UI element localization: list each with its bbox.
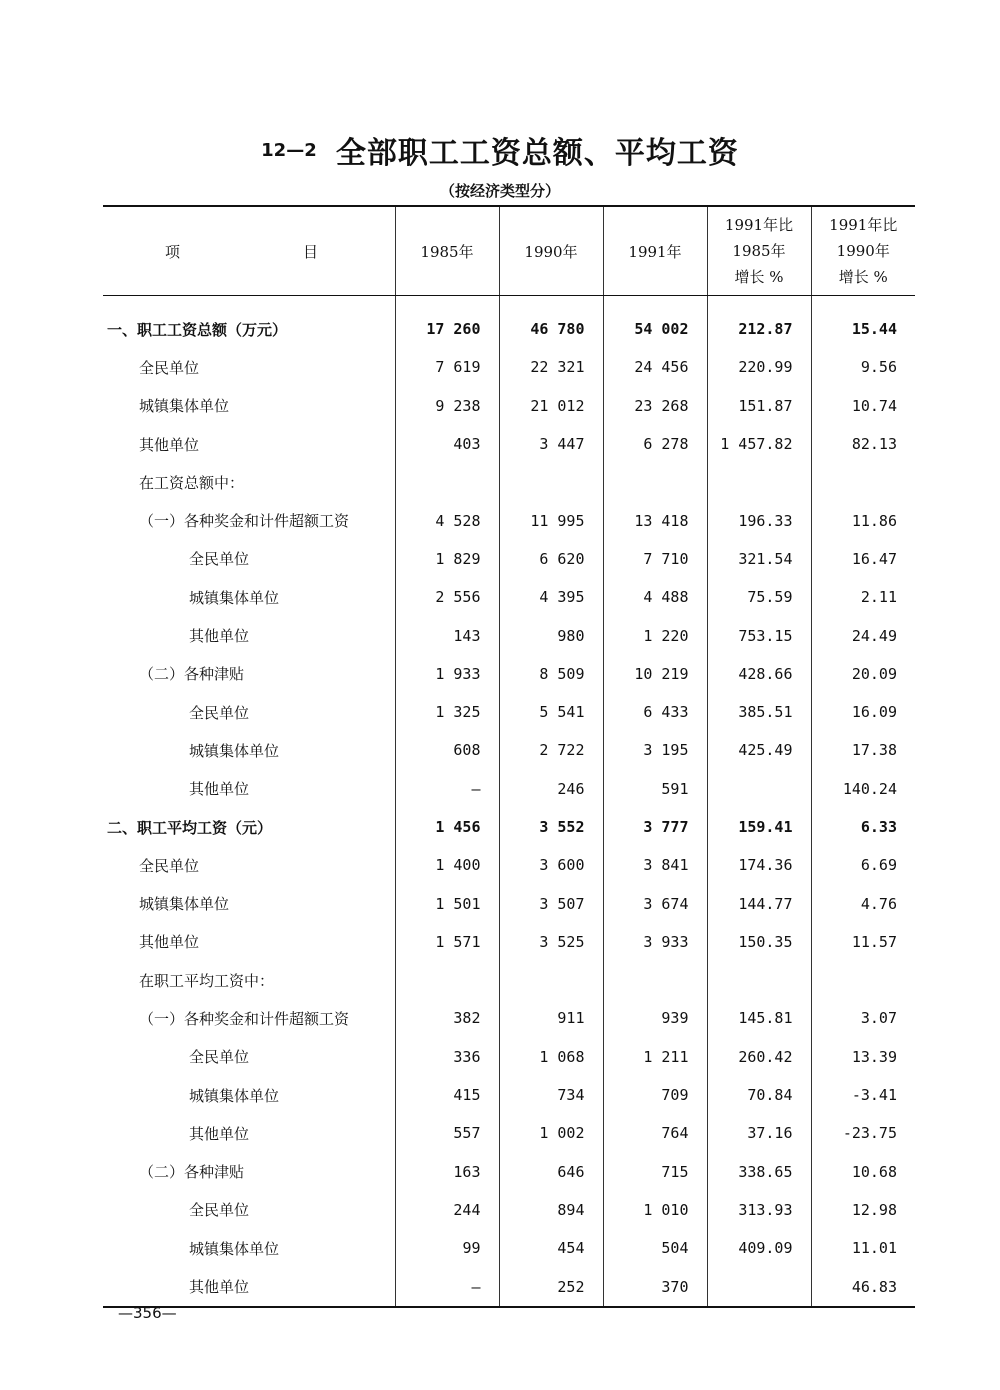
- cell-1990: 3 507: [499, 884, 603, 922]
- cell-growth-1990: [811, 463, 915, 501]
- cell-growth-1985: 753.15: [707, 616, 811, 654]
- row-label: （二）各种津贴: [139, 1163, 245, 1182]
- table-row: [103, 578, 915, 616]
- cell-growth-1990: 12.98: [811, 1191, 915, 1229]
- row-label: 城镇集体单位: [189, 588, 280, 607]
- cell-growth-1990: 11.57: [811, 923, 915, 961]
- cell-growth-1990: 82.13: [811, 425, 915, 463]
- row-label: 全民单位: [139, 358, 200, 377]
- cell-1985: 1 325: [395, 693, 499, 731]
- cell-growth-1990: 10.74: [811, 387, 915, 425]
- cell-growth-1990: [811, 961, 915, 999]
- cell-1990: 911: [499, 999, 603, 1037]
- cell-1990: 11 995: [499, 501, 603, 539]
- cell-growth-1990: 6.33: [811, 808, 915, 846]
- table-row: [103, 923, 915, 961]
- row-label: 城镇集体单位: [189, 1239, 280, 1258]
- cell-1990: 1 068: [499, 1038, 603, 1076]
- table-number: 12—2: [261, 139, 317, 161]
- cell-1985: [395, 463, 499, 501]
- cell-1985: 608: [395, 731, 499, 769]
- cell-1991: 4 488: [603, 578, 707, 616]
- cell-growth-1990: -3.41: [811, 1076, 915, 1114]
- table-row: [103, 463, 915, 501]
- table-row: [103, 655, 915, 693]
- table-row: [103, 540, 915, 578]
- cell-growth-1990: 16.09: [811, 693, 915, 731]
- cell-1990: [499, 961, 603, 999]
- cell-growth-1985: [707, 961, 811, 999]
- cell-growth-1990: 46.83: [811, 1267, 915, 1306]
- cell-growth-1985: 313.93: [707, 1191, 811, 1229]
- cell-1990: 646: [499, 1153, 603, 1191]
- cell-1990: 1 002: [499, 1114, 603, 1152]
- row-label: 全民单位: [139, 856, 200, 875]
- cell-1990: 5 541: [499, 693, 603, 731]
- cell-1985: 2 556: [395, 578, 499, 616]
- cell-1990: 4 395: [499, 578, 603, 616]
- table-row: [103, 693, 915, 731]
- cell-growth-1985: 409.09: [707, 1229, 811, 1267]
- cell-1991: 23 268: [603, 387, 707, 425]
- table-row: [103, 999, 915, 1037]
- table-row: [103, 348, 915, 386]
- cell-growth-1985: 159.41: [707, 808, 811, 846]
- cell-1985: 244: [395, 1191, 499, 1229]
- cell-growth-1985: 220.99: [707, 348, 811, 386]
- cell-1985: 1 571: [395, 923, 499, 961]
- page-number: —356—: [118, 1304, 177, 1322]
- cell-growth-1985: 196.33: [707, 501, 811, 539]
- cell-growth-1985: [707, 770, 811, 808]
- cell-1990: 454: [499, 1229, 603, 1267]
- cell-1991: 764: [603, 1114, 707, 1152]
- cell-1991: 54 002: [603, 296, 707, 349]
- table-row: [103, 808, 915, 846]
- cell-growth-1985: 212.87: [707, 296, 811, 349]
- cell-1985: 336: [395, 1038, 499, 1076]
- table-row: [103, 961, 915, 999]
- table-body: [103, 296, 915, 1307]
- cell-1991: 3 195: [603, 731, 707, 769]
- cell-1990: 2 722: [499, 731, 603, 769]
- cell-1990: 894: [499, 1191, 603, 1229]
- table-row: [103, 846, 915, 884]
- cell-growth-1985: 70.84: [707, 1076, 811, 1114]
- cell-1991: 3 841: [603, 846, 707, 884]
- cell-1990: 22 321: [499, 348, 603, 386]
- row-label: 城镇集体单位: [189, 741, 280, 760]
- cell-growth-1990: 20.09: [811, 655, 915, 693]
- row-label: 城镇集体单位: [139, 895, 230, 914]
- row-label: （一）各种奖金和计件超额工资: [139, 512, 350, 531]
- cell-growth-1985: 321.54: [707, 540, 811, 578]
- table-subtitle: （按经济类型分）: [439, 182, 560, 200]
- cell-1991: 6 433: [603, 693, 707, 731]
- cell-growth-1985: 37.16: [707, 1114, 811, 1152]
- cell-1991: 939: [603, 999, 707, 1037]
- cell-1985: 4 528: [395, 501, 499, 539]
- cell-1991: 3 777: [603, 808, 707, 846]
- cell-1991: 7 710: [603, 540, 707, 578]
- cell-1985: 415: [395, 1076, 499, 1114]
- cell-growth-1985: [707, 1267, 811, 1306]
- cell-1985: 99: [395, 1229, 499, 1267]
- row-label: 其他单位: [139, 933, 200, 952]
- cell-growth-1990: 9.56: [811, 348, 915, 386]
- cell-1991: 591: [603, 770, 707, 808]
- cell-growth-1985: [707, 463, 811, 501]
- header-growth1-line1: 1991年比: [724, 216, 794, 234]
- cell-growth-1990: 10.68: [811, 1153, 915, 1191]
- cell-growth-1985: 75.59: [707, 578, 811, 616]
- cell-growth-1990: 15.44: [811, 296, 915, 349]
- table-row: [103, 296, 915, 349]
- cell-1990: 3 600: [499, 846, 603, 884]
- row-label: 二、职工平均工资（元）: [107, 818, 273, 837]
- cell-1990: 3 447: [499, 425, 603, 463]
- cell-1991: 3 933: [603, 923, 707, 961]
- cell-growth-1985: 174.36: [707, 846, 811, 884]
- cell-growth-1990: 16.47: [811, 540, 915, 578]
- cell-growth-1985: 144.77: [707, 884, 811, 922]
- cell-1991: 370: [603, 1267, 707, 1306]
- row-label: 城镇集体单位: [139, 397, 230, 416]
- cell-1990: 6 620: [499, 540, 603, 578]
- header-growth1-line3: 增长 %: [734, 268, 784, 286]
- table-row: [103, 387, 915, 425]
- cell-1985: 1 829: [395, 540, 499, 578]
- table-row: [103, 425, 915, 463]
- cell-1985: [395, 961, 499, 999]
- cell-1991: 13 418: [603, 501, 707, 539]
- row-label: 全民单位: [189, 550, 250, 569]
- cell-1985: 163: [395, 1153, 499, 1191]
- cell-1991: 1 220: [603, 616, 707, 654]
- table-row: [103, 501, 915, 539]
- cell-growth-1985: 151.87: [707, 387, 811, 425]
- header-item: [103, 206, 395, 296]
- page-title: [0, 128, 1000, 172]
- cell-growth-1990: 11.01: [811, 1229, 915, 1267]
- cell-1991: 10 219: [603, 655, 707, 693]
- table-row: [103, 770, 915, 808]
- cell-1985: 382: [395, 999, 499, 1037]
- header-1985: 1985年: [395, 206, 499, 296]
- cell-growth-1985: 425.49: [707, 731, 811, 769]
- table-row: [103, 731, 915, 769]
- table-title: 全部职工工资总额、平均工资: [335, 136, 739, 171]
- wage-table: [103, 205, 915, 1308]
- row-label: 在工资总额中：: [139, 473, 245, 492]
- table-row: [103, 1114, 915, 1152]
- cell-1985: 403: [395, 425, 499, 463]
- cell-1990: 246: [499, 770, 603, 808]
- row-label: 在职工平均工资中：: [139, 971, 275, 990]
- table-row: [103, 1153, 915, 1191]
- table-row: [103, 1076, 915, 1114]
- cell-1985: 1 501: [395, 884, 499, 922]
- cell-1985: 1 400: [395, 846, 499, 884]
- cell-1991: 3 674: [603, 884, 707, 922]
- table-row: [103, 616, 915, 654]
- row-label: 其他单位: [103, 1267, 395, 1306]
- row-label: 全民单位: [189, 703, 250, 722]
- table-row: [103, 884, 915, 922]
- cell-1991: [603, 463, 707, 501]
- header-growth1-line2: 1985年: [732, 242, 786, 260]
- cell-growth-1985: 338.65: [707, 1153, 811, 1191]
- header-growth-vs-1985: [707, 206, 811, 296]
- table-row: [103, 1191, 915, 1229]
- cell-1985: 7 619: [395, 348, 499, 386]
- row-label: 全民单位: [189, 1201, 250, 1220]
- cell-growth-1990: 11.86: [811, 501, 915, 539]
- cell-1991: 6 278: [603, 425, 707, 463]
- cell-growth-1990: -23.75: [811, 1114, 915, 1152]
- row-label: 其他单位: [189, 1124, 250, 1143]
- header-growth2-line3: 增长 %: [838, 268, 888, 286]
- header-row: [103, 206, 915, 296]
- table-row: [103, 1038, 915, 1076]
- cell-1990: 980: [499, 616, 603, 654]
- row-label: 其他单位: [139, 435, 200, 454]
- cell-growth-1985: 385.51: [707, 693, 811, 731]
- cell-1985: —: [395, 1267, 499, 1306]
- cell-1991: 1 211: [603, 1038, 707, 1076]
- cell-growth-1985: 150.35: [707, 923, 811, 961]
- row-label: （一）各种奖金和计件超额工资: [139, 1009, 350, 1028]
- cell-1991: 24 456: [603, 348, 707, 386]
- cell-growth-1985: 1 457.82: [707, 425, 811, 463]
- row-label: 其他单位: [189, 780, 250, 799]
- row-label: 全民单位: [189, 1048, 250, 1067]
- cell-1991: 709: [603, 1076, 707, 1114]
- cell-1985: 17 260: [395, 296, 499, 349]
- row-label: 其他单位: [189, 627, 250, 646]
- cell-1990: 21 012: [499, 387, 603, 425]
- cell-1990: 734: [499, 1076, 603, 1114]
- cell-growth-1985: 260.42: [707, 1038, 811, 1076]
- cell-1991: 1 010: [603, 1191, 707, 1229]
- cell-growth-1990: 3.07: [811, 999, 915, 1037]
- cell-growth-1985: 145.81: [707, 999, 811, 1037]
- row-label: 城镇集体单位: [189, 1086, 280, 1105]
- header-item-left: 项: [165, 243, 181, 261]
- cell-1991: 715: [603, 1153, 707, 1191]
- cell-1990: 46 780: [499, 296, 603, 349]
- cell-growth-1990: 140.24: [811, 770, 915, 808]
- cell-growth-1990: 2.11: [811, 578, 915, 616]
- cell-1990: [499, 463, 603, 501]
- cell-1991: [603, 961, 707, 999]
- cell-1985: 1 456: [395, 808, 499, 846]
- cell-growth-1990: 13.39: [811, 1038, 915, 1076]
- header-growth-vs-1990: [811, 206, 915, 296]
- cell-1985: —: [395, 770, 499, 808]
- cell-growth-1985: 428.66: [707, 655, 811, 693]
- header-1991: 1991年: [603, 206, 707, 296]
- cell-growth-1990: 4.76: [811, 884, 915, 922]
- cell-1990: 8 509: [499, 655, 603, 693]
- row-label: 一、职工工资总额（万元）: [107, 320, 288, 339]
- header-1990: 1990年: [499, 206, 603, 296]
- header-growth2-line1: 1991年比: [829, 216, 898, 234]
- cell-1990: 3 552: [499, 808, 603, 846]
- table-row: [103, 1267, 915, 1306]
- cell-1985: 557: [395, 1114, 499, 1152]
- cell-1985: 1 933: [395, 655, 499, 693]
- cell-1991: 504: [603, 1229, 707, 1267]
- table-row: [103, 1229, 915, 1267]
- cell-1990: 252: [499, 1267, 603, 1306]
- row-label: （二）各种津贴: [139, 665, 245, 684]
- header-item-right: 目: [303, 243, 319, 261]
- cell-growth-1990: 24.49: [811, 616, 915, 654]
- cell-growth-1990: 6.69: [811, 846, 915, 884]
- cell-1990: 3 525: [499, 923, 603, 961]
- header-growth2-line2: 1990年: [836, 242, 890, 260]
- cell-1985: 9 238: [395, 387, 499, 425]
- cell-growth-1990: 17.38: [811, 731, 915, 769]
- cell-1985: 143: [395, 616, 499, 654]
